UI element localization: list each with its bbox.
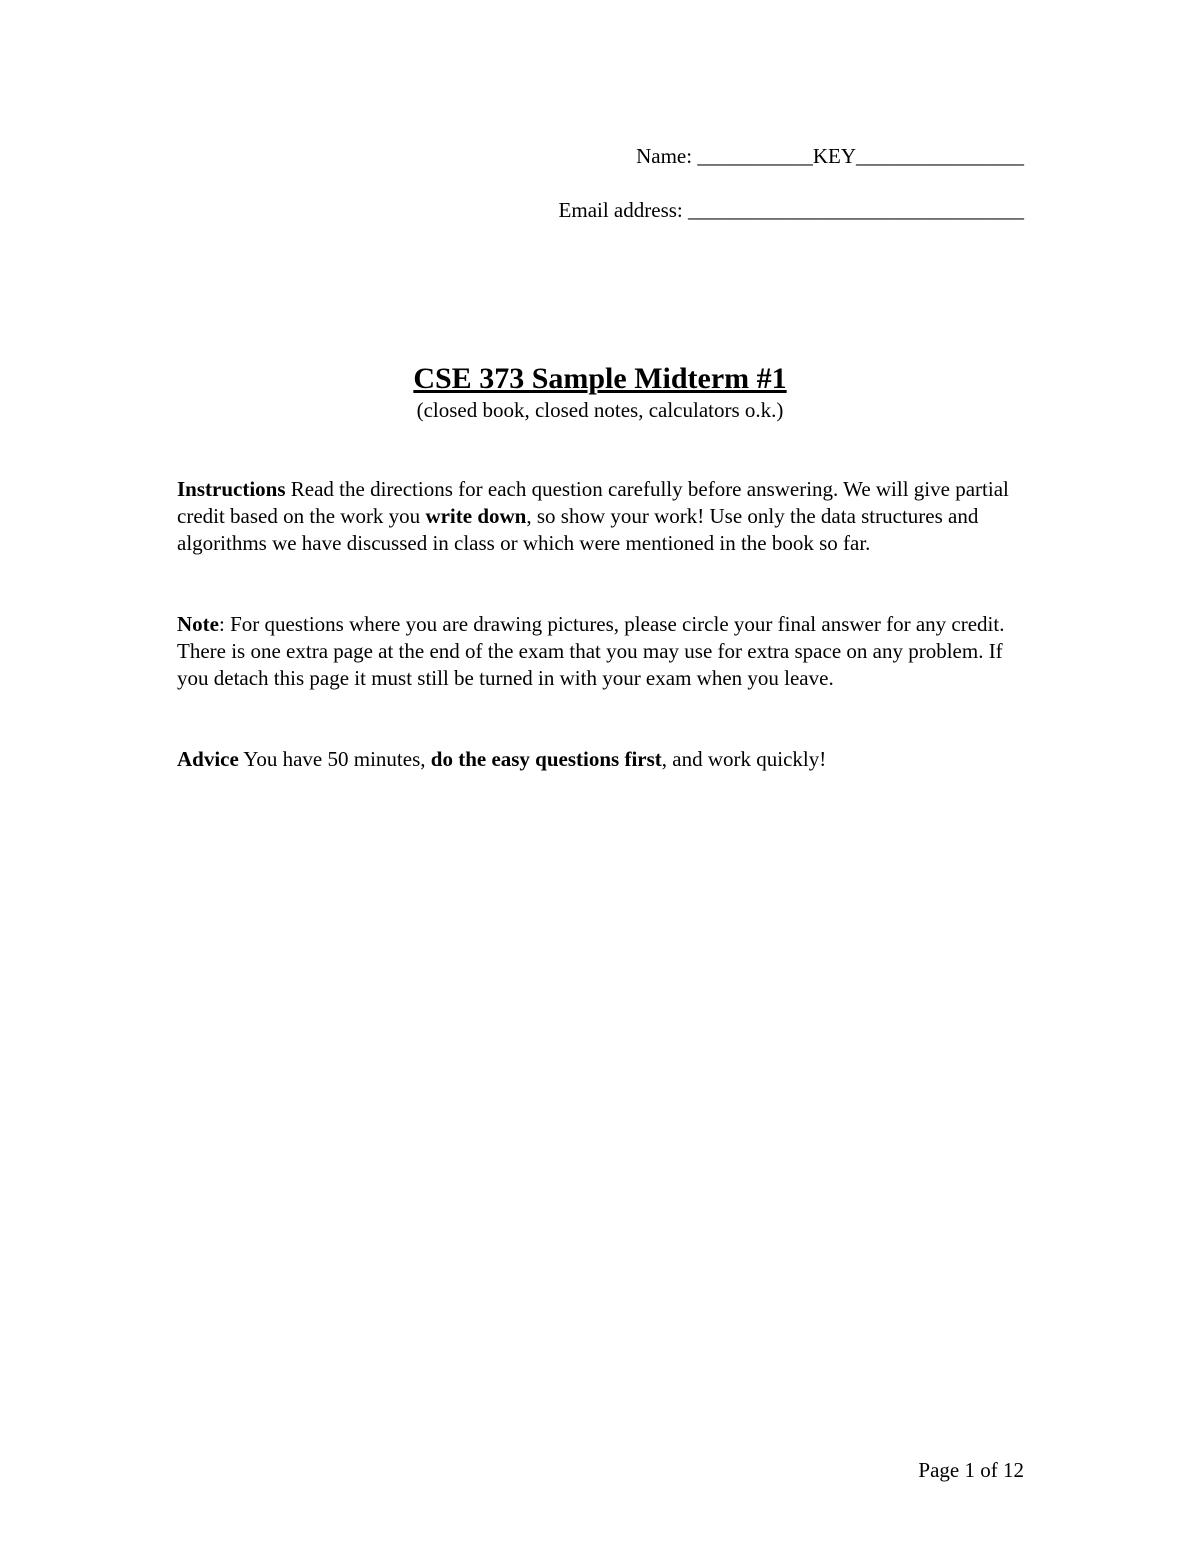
page-number: Page 1 of 12 xyxy=(918,1458,1024,1482)
exam-subtitle: (closed book, closed notes, calculators o.k.) xyxy=(416,398,784,422)
advice-paragraph xyxy=(177,746,1027,773)
exam-title: CSE 373 Sample Midterm #1 xyxy=(413,362,787,395)
email-label: Email address: xyxy=(558,198,683,222)
name-label: Name: xyxy=(636,144,693,168)
instructions-text-1: Read the directions for each question carefully before answering. We will give partial credit based on the work you xyxy=(177,477,1009,528)
advice-emphasis: do the easy questions first xyxy=(430,747,662,771)
instructions-heading: Instructions xyxy=(177,477,286,501)
instructions-emphasis: write down xyxy=(425,504,527,528)
advice-text-1: You have 50 minutes, xyxy=(238,747,431,771)
email-line xyxy=(559,197,1024,223)
instructions-text-2: , so show your work! Use only the data structures and algorithms we have discussed in class or which were mentioned in the book so far. xyxy=(177,504,979,555)
note-heading: Note xyxy=(177,612,219,636)
name-value: ___________KEY________________ xyxy=(697,144,1024,168)
note-paragraph xyxy=(177,611,1027,692)
email-value: ________________________________ xyxy=(688,198,1024,222)
advice-heading: Advice xyxy=(177,747,239,771)
title-block xyxy=(0,361,1200,423)
note-text: : For questions where you are drawing pictures, please circle your final answer for any credit. There is one extra page at the end of the exam that you may use for extra space on any problem. If you detach this page it must still be turned in with your exam when you leave. xyxy=(177,612,1005,690)
name-line xyxy=(636,143,1024,169)
instructions-paragraph xyxy=(177,476,1027,557)
advice-text-2: , and work quickly! xyxy=(661,747,827,771)
